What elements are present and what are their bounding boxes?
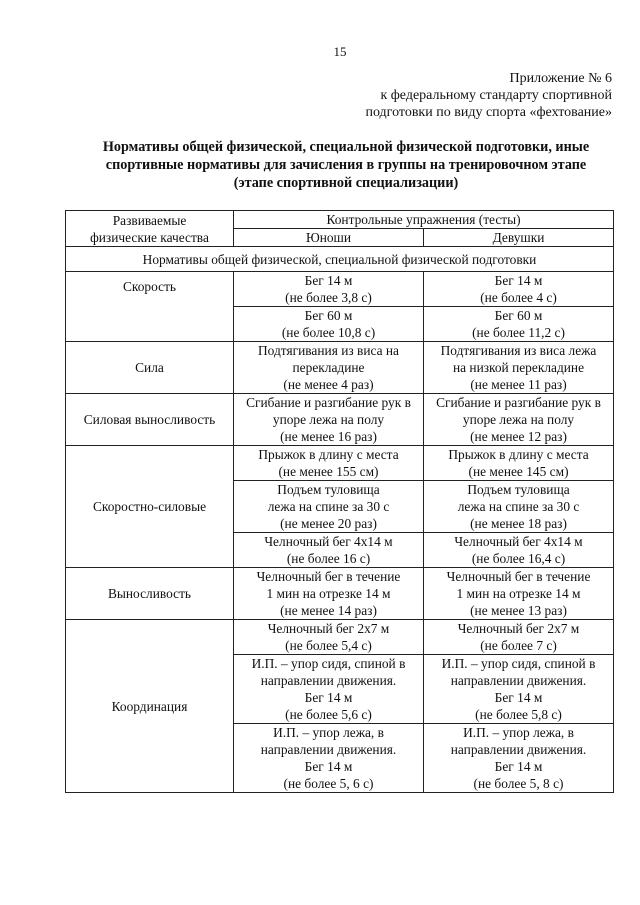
boys-cell (234, 446, 424, 481)
quality-cell: Скорость (66, 272, 234, 342)
boys-norm-line: упоре лежа на полу (272, 412, 385, 427)
girls-norm-line: (не более 5,8 с) (475, 707, 562, 722)
girls-cell (424, 342, 614, 394)
boys-norm-line: Челночный бег в течение (256, 569, 401, 584)
boys-cell (234, 272, 424, 307)
girls-norm-line: И.П. – упор лежа, в (463, 725, 574, 740)
section-title: Нормативы общей физической, специальной физической подготовки (66, 247, 614, 272)
boys-norm-line: (не более 5,4 с) (285, 638, 372, 653)
boys-norm-line: (не более 5,6 с) (285, 707, 372, 722)
girls-norm-line: (не более 16,4 с) (471, 551, 566, 566)
girls-cell (424, 620, 614, 655)
girls-norm-line: (не более 7 с) (480, 638, 557, 653)
quality-cell: Сила (66, 342, 234, 394)
boys-norm-line: перекладине (292, 360, 365, 375)
boys-norm-line: Подтягивания из виса на (257, 343, 399, 358)
girls-cell (424, 272, 614, 307)
girls-norm-line: упоре лежа на полу (462, 412, 575, 427)
section-row (66, 247, 614, 272)
boys-norm-line: (не более 5, 6 с) (283, 776, 374, 791)
table-row (66, 568, 614, 620)
page-number: 15 (333, 44, 347, 59)
boys-cell (234, 342, 424, 394)
boys-norm-line: 1 мин на отрезке 14 м (266, 586, 391, 601)
boys-norm-line: (не более 10,8 с) (281, 325, 376, 340)
boys-norm-line: (не менее 155 см) (278, 464, 379, 479)
table-row (66, 394, 614, 446)
boys-norm-line: Бег 14 м (304, 759, 353, 774)
table-row (66, 272, 614, 307)
boys-norm-line: Бег 14 м (304, 273, 353, 288)
boys-norm-line: (не менее 16 раз) (280, 429, 377, 444)
header-qualities-line: физические качества (90, 229, 209, 245)
boys-cell (234, 568, 424, 620)
boys-cell (234, 655, 424, 724)
header-qualities (66, 211, 234, 247)
girls-norm-line: Челночный бег 4x14 м (454, 534, 583, 549)
boys-cell (234, 620, 424, 655)
appendix-line: к федеральному стандарту спортивной (380, 88, 612, 103)
girls-norm-line: (не менее 13 раз) (470, 603, 567, 618)
girls-norm-line: Челночный бег в течение (446, 569, 591, 584)
girls-norm-line: Подъем туловища (467, 482, 570, 497)
boys-norm-line: (не менее 14 раз) (280, 603, 377, 618)
boys-norm-line: Челночный бег 2x7 м (267, 621, 390, 636)
girls-norm-line: (не менее 145 см) (468, 464, 569, 479)
header-row (66, 211, 614, 229)
girls-norm-line: на низкой перекладине (452, 360, 585, 375)
boys-norm-line: (не более 16 с) (286, 551, 371, 566)
boys-norm-line: Бег 14 м (304, 690, 353, 705)
girls-norm-line: направлении движения. (450, 673, 587, 688)
girls-norm-line: И.П. – упор сидя, спиной в (441, 656, 596, 671)
boys-norm-line: (не менее 20 раз) (280, 516, 377, 531)
quality-cell: Силовая выносливость (66, 394, 234, 446)
girls-norm-line: Бег 14 м (494, 690, 543, 705)
boys-norm-line: Челночный бег 4x14 м (264, 534, 393, 549)
girls-norm-line: Сгибание и разгибание рук в (436, 395, 601, 410)
header-boys: Юноши (234, 229, 424, 247)
boys-norm-line: Подъем туловища (277, 482, 380, 497)
girls-cell (424, 446, 614, 481)
document-heading (55, 138, 637, 192)
quality-cell: Координация (66, 620, 234, 793)
girls-norm-line: (не более 11,2 с) (472, 325, 565, 340)
girls-cell (424, 724, 614, 793)
boys-norm-line: Прыжок в длину с места (258, 447, 399, 462)
table-row (66, 342, 614, 394)
boys-cell (234, 533, 424, 568)
girls-norm-line: Подтягивания из виса лежа (440, 343, 597, 358)
girls-norm-line: (не более 4 с) (480, 290, 557, 305)
girls-cell (424, 655, 614, 724)
girls-norm-line: Бег 60 м (494, 308, 543, 323)
girls-cell (424, 568, 614, 620)
header-girls: Девушки (424, 229, 614, 247)
table-row (66, 446, 614, 481)
boys-norm-line: направлении движения. (260, 742, 397, 757)
boys-norm-line: (не менее 4 раз) (283, 377, 374, 392)
boys-norm-line: (не более 3,8 с) (285, 290, 372, 305)
girls-norm-line: (не менее 11 раз) (470, 377, 567, 392)
girls-cell (424, 307, 614, 342)
norms-table-body (66, 211, 614, 793)
girls-norm-line: (не менее 12 раз) (470, 429, 567, 444)
heading-line: спортивные нормативы для зачисления в группы на тренировочном этапе (105, 157, 587, 173)
heading-line: (этапе спортивной специализации) (233, 175, 459, 191)
boys-cell (234, 724, 424, 793)
girls-cell (424, 481, 614, 533)
quality-cell: Скоростно-силовые (66, 446, 234, 568)
girls-norm-line: 1 мин на отрезке 14 м (456, 586, 581, 601)
boys-cell (234, 394, 424, 446)
boys-norm-line: лежа на спине за 30 с (267, 499, 390, 514)
girls-norm-line: лежа на спине за 30 с (457, 499, 580, 514)
girls-norm-line: Бег 14 м (494, 273, 543, 288)
heading-line: Нормативы общей физической, специальной физической подготовки, иные (102, 139, 590, 155)
appendix-line: подготовки по виду спорта «фехтование» (365, 105, 612, 120)
boys-cell (234, 307, 424, 342)
girls-norm-line: Бег 14 м (494, 759, 543, 774)
girls-norm-line: (не менее 18 раз) (470, 516, 567, 531)
table-row (66, 620, 614, 655)
boys-norm-line: Бег 60 м (304, 308, 353, 323)
header-qualities-line: Развиваемые (112, 212, 187, 228)
header-tests: Контрольные упражнения (тесты) (234, 211, 614, 229)
girls-norm-line: Прыжок в длину с места (448, 447, 589, 462)
appendix-line: Приложение № 6 (509, 71, 612, 86)
boys-norm-line: направлении движения. (260, 673, 397, 688)
girls-norm-line: направлении движения. (450, 742, 587, 757)
boys-cell (234, 481, 424, 533)
girls-cell (424, 533, 614, 568)
norms-table (65, 210, 614, 793)
boys-norm-line: И.П. – упор лежа, в (273, 725, 384, 740)
quality-cell: Выносливость (66, 568, 234, 620)
boys-norm-line: Сгибание и разгибание рук в (246, 395, 411, 410)
girls-cell (424, 394, 614, 446)
boys-norm-line: И.П. – упор сидя, спиной в (251, 656, 406, 671)
girls-norm-line: Челночный бег 2x7 м (457, 621, 580, 636)
girls-norm-line: (не более 5, 8 с) (473, 776, 564, 791)
appendix-note (365, 70, 612, 121)
